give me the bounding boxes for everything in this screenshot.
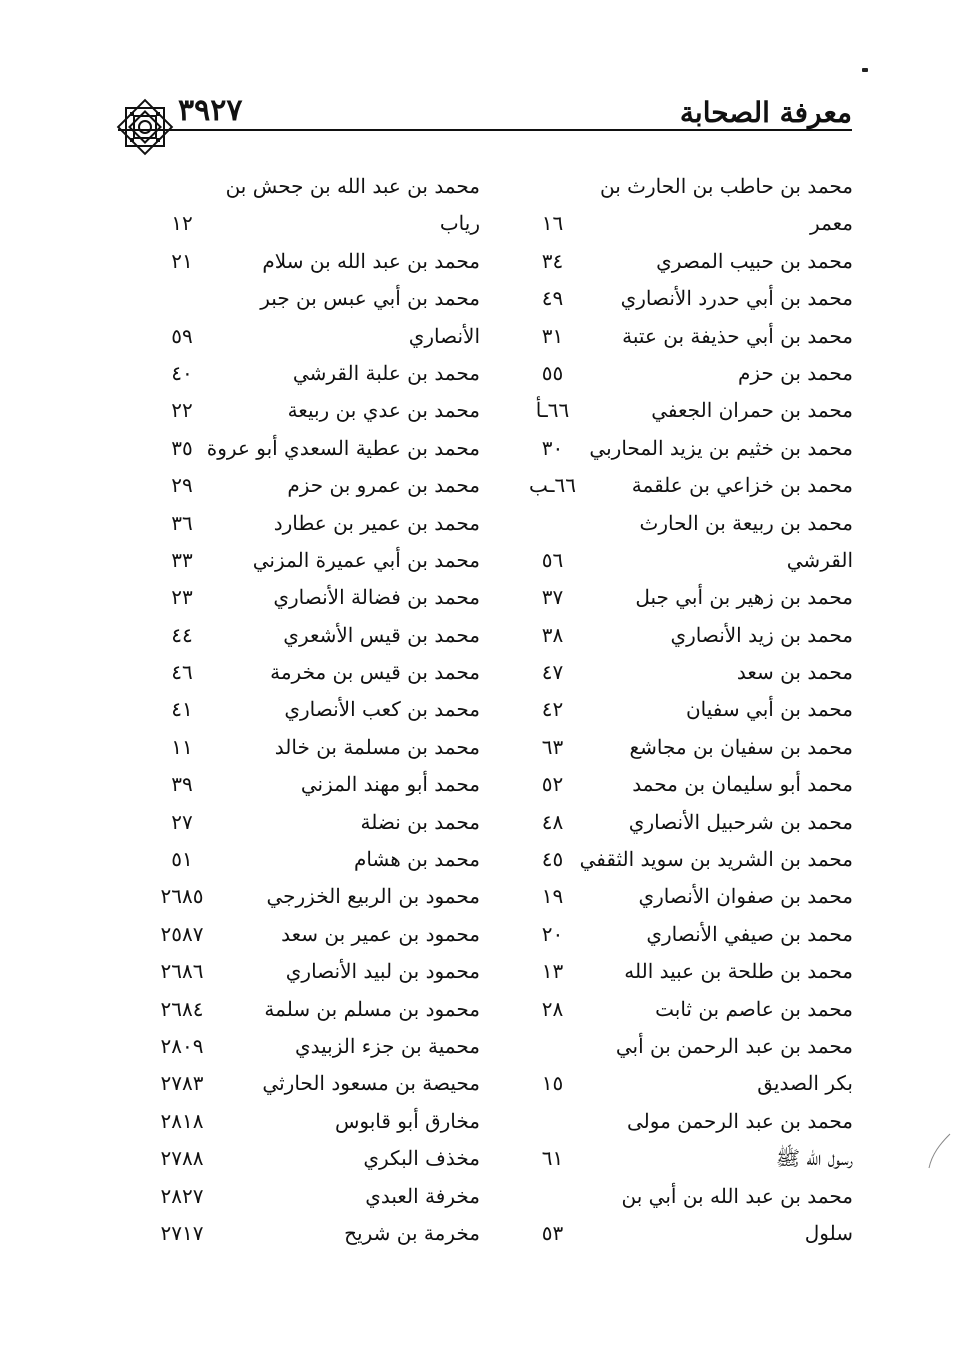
entry-name: محمد بن حاطب بن الحارث بن bbox=[600, 174, 853, 198]
index-entry bbox=[515, 1065, 853, 1102]
entry-number: ٤٠ bbox=[171, 360, 193, 385]
index-entry bbox=[515, 617, 853, 654]
entry-number: ٥٢ bbox=[541, 772, 564, 797]
entry-name: محمد بن سفيان بن مجاشع bbox=[629, 734, 853, 759]
entry-name: محمد بن حمران الجعفي bbox=[651, 398, 853, 423]
entry-name: معمر bbox=[810, 211, 853, 236]
index-entry bbox=[140, 168, 480, 205]
entry-number: ١٩ bbox=[541, 884, 564, 909]
index-entry bbox=[515, 467, 853, 504]
entry-name: محمد بن الشريد بن سويد الثقفي bbox=[579, 847, 853, 872]
entry-name: محمد بن زهير بن أبي جبل bbox=[635, 585, 853, 610]
index-entry bbox=[140, 430, 480, 467]
index-entry bbox=[515, 766, 853, 803]
entry-name: محمد بن عدي بن ربيعة bbox=[287, 398, 480, 423]
index-entry bbox=[140, 355, 480, 392]
index-entry bbox=[140, 542, 480, 579]
index-entry bbox=[515, 654, 853, 691]
index-column-left bbox=[140, 168, 480, 1252]
entry-name: محمد بن ربيعة بن الحارث bbox=[639, 510, 853, 535]
index-entry bbox=[140, 841, 480, 878]
index-entry bbox=[140, 392, 480, 429]
index-entry bbox=[140, 1065, 480, 1102]
entry-name: محمد أبو سليمان بن محمد bbox=[632, 772, 853, 797]
index-entry bbox=[515, 243, 853, 280]
entry-number: ٣٦ bbox=[171, 510, 193, 535]
index-entry bbox=[140, 243, 480, 280]
entry-name: محمد بن نضلة bbox=[360, 809, 480, 834]
index-entry bbox=[140, 991, 480, 1028]
index-entry bbox=[515, 1140, 853, 1177]
index-entry bbox=[140, 280, 480, 317]
entry-name: سلول bbox=[804, 1220, 853, 1245]
index-entry bbox=[140, 691, 480, 728]
index-entry bbox=[140, 505, 480, 542]
entry-number: ٣٤ bbox=[541, 248, 564, 273]
entry-name: محمود بن الربيع الخزرجي bbox=[266, 884, 480, 909]
entry-number: ٤٤ bbox=[171, 622, 193, 647]
entry-name: القرشي bbox=[786, 547, 853, 572]
index-entry bbox=[140, 1028, 480, 1065]
index-entry bbox=[140, 579, 480, 616]
index-entry bbox=[515, 841, 853, 878]
entry-name: محمد بن عطية السعدي أبو عروة bbox=[206, 435, 480, 460]
entry-number: ٢١ bbox=[171, 248, 193, 273]
entry-name: بكر الصديق bbox=[757, 1071, 853, 1096]
entry-name: محمد بن عبد الله بن سلام bbox=[262, 248, 480, 273]
entry-number: ٢٨١٨ bbox=[160, 1108, 204, 1133]
index-entry bbox=[515, 392, 853, 429]
entry-name: محمد بن عمرو بن حزم bbox=[287, 473, 480, 498]
entry-number: ٣٩ bbox=[171, 772, 193, 797]
entry-number: ٢٦٨٦ bbox=[160, 959, 204, 984]
entry-name: محمد بن هشام bbox=[353, 847, 480, 872]
index-entry bbox=[140, 953, 480, 990]
index-entry bbox=[515, 505, 853, 542]
entry-number: ٤٩ bbox=[541, 286, 564, 311]
entry-name: محمد بن قيس بن مخرمة bbox=[270, 660, 480, 685]
entry-number: ٢٨٢٧ bbox=[160, 1183, 204, 1208]
index-entry bbox=[140, 766, 480, 803]
entry-number: ٣٧ bbox=[541, 585, 564, 610]
index-entry bbox=[515, 804, 853, 841]
entry-number: ٢٦٨٤ bbox=[160, 996, 204, 1021]
index-entry bbox=[515, 878, 853, 915]
index-entry bbox=[515, 430, 853, 467]
index-entry bbox=[515, 991, 853, 1028]
entry-name: محمد بن خثيم بن يزيد المحاربي bbox=[589, 435, 853, 460]
entry-number: ٣٣ bbox=[171, 547, 193, 572]
index-entry bbox=[515, 1178, 853, 1215]
entry-number: ٥٣ bbox=[541, 1220, 564, 1245]
entry-number: ٤١ bbox=[171, 697, 193, 722]
entry-number: ٦٦ـأ bbox=[535, 398, 570, 423]
entry-number: ٤٦ bbox=[171, 660, 193, 685]
entry-name: مخذف البكري bbox=[363, 1146, 480, 1171]
index-entry bbox=[140, 1103, 480, 1140]
entry-number: ٣١ bbox=[541, 323, 564, 348]
entry-name: محمد بن حزم bbox=[738, 360, 853, 385]
index-entry bbox=[515, 1103, 853, 1140]
entry-name: محمد بن صيفي الأنصاري bbox=[646, 921, 853, 946]
entry-name: محمد بن أبي عميرة المزني bbox=[252, 547, 480, 572]
entry-number: ٤٨ bbox=[541, 809, 564, 834]
entry-name: محمد بن علبة القرشي bbox=[292, 360, 480, 385]
index-entry bbox=[140, 318, 480, 355]
entry-name: رياب bbox=[439, 211, 480, 236]
index-entry bbox=[140, 1215, 480, 1252]
entry-name: محمود بن مسلم بن سلمة bbox=[264, 996, 480, 1021]
stray-ink-mark bbox=[862, 68, 868, 72]
entry-number: ٦١ bbox=[541, 1146, 564, 1171]
index-entry bbox=[140, 1140, 480, 1177]
entry-name: محمود بن عمير بن سعد bbox=[281, 921, 480, 946]
entry-name: محمد بن عبد الله بن أبي بن bbox=[621, 1183, 853, 1208]
entry-number: ٢٦٨٥ bbox=[160, 884, 204, 909]
index-entry bbox=[515, 355, 853, 392]
entry-number: ٦٣ bbox=[541, 734, 564, 759]
index-entry bbox=[140, 729, 480, 766]
entry-name: رسول الله ﷺ bbox=[775, 1146, 853, 1171]
entry-number: ٢٧٨٨ bbox=[160, 1146, 204, 1171]
entry-name: محمد بن أبي حدرد الأنصاري bbox=[620, 286, 853, 311]
entry-name: الأنصاري bbox=[408, 323, 480, 348]
entry-number: ٦٦ـب bbox=[529, 473, 576, 498]
octagonal-star-ornament-icon bbox=[112, 94, 178, 160]
entry-name: محمد بن عبد الرحمن مولى bbox=[626, 1108, 853, 1133]
entry-name: محمد بن عاصم بن ثابت bbox=[655, 996, 853, 1021]
header-rule bbox=[118, 129, 852, 131]
entry-name: مخرفة العبدي bbox=[365, 1183, 480, 1208]
entry-name: محمد بن أبي سفيان bbox=[685, 697, 853, 722]
index-entry bbox=[515, 1028, 853, 1065]
entry-number: ٥١ bbox=[171, 847, 193, 872]
entry-number: ١٦ bbox=[541, 211, 564, 236]
entry-name: محمد بن قيس الأشعري bbox=[283, 622, 480, 647]
entry-number: ٢٣ bbox=[171, 585, 193, 610]
entry-number: ٢٧٨٣ bbox=[160, 1071, 204, 1096]
index-entry bbox=[515, 542, 853, 579]
index-entry bbox=[515, 729, 853, 766]
index-entry bbox=[515, 953, 853, 990]
index-entry bbox=[515, 205, 853, 242]
entry-name: محمد بن عمير بن عطارد bbox=[273, 510, 480, 535]
entry-number: ٢٩ bbox=[171, 473, 193, 498]
index-entry bbox=[515, 691, 853, 728]
index-entry bbox=[140, 617, 480, 654]
entry-name: محمد بن فضالة الأنصاري bbox=[273, 585, 480, 610]
entry-number: ٤٢ bbox=[541, 697, 564, 722]
page-header-title: معرفة الصحابة bbox=[679, 96, 852, 129]
entry-name: مخارق أبو قابوس bbox=[334, 1108, 480, 1133]
entry-number: ٥٥ bbox=[541, 360, 564, 385]
entry-number: ٢٢ bbox=[171, 398, 193, 423]
entry-number: ٢٥٨٧ bbox=[160, 921, 204, 946]
index-entry bbox=[140, 1178, 480, 1215]
entry-number: ٣٨ bbox=[541, 622, 564, 647]
entry-number: ٢٠ bbox=[541, 921, 564, 946]
entry-name: محمد بن كعب الأنصاري bbox=[284, 697, 480, 722]
index-entry bbox=[140, 205, 480, 242]
index-entry bbox=[140, 467, 480, 504]
entry-number: ٤٥ bbox=[541, 847, 564, 872]
entry-number: ٤٧ bbox=[541, 660, 564, 685]
index-entry bbox=[515, 1215, 853, 1252]
index-entry bbox=[140, 804, 480, 841]
entry-number: ٥٦ bbox=[541, 547, 564, 572]
index-entry bbox=[515, 280, 853, 317]
index-entry bbox=[515, 579, 853, 616]
entry-number: ٣٥ bbox=[171, 435, 193, 460]
entry-name: محمد بن أبي حذيفة بن عتبة bbox=[622, 323, 853, 348]
entry-name: محمد بن أبي عبس بن جبر bbox=[260, 286, 480, 311]
entry-name: محمد بن حبيب المصري bbox=[656, 248, 853, 273]
entry-name: مخرمة بن شريح bbox=[344, 1220, 480, 1245]
index-column-right bbox=[515, 168, 853, 1252]
index-entry bbox=[140, 916, 480, 953]
entry-number: ١٢ bbox=[171, 211, 193, 236]
page-number: ٣٩٢٧ bbox=[178, 93, 243, 128]
entry-name: محمية بن جزء الزبيدي bbox=[294, 1033, 480, 1058]
index-entry bbox=[515, 916, 853, 953]
entry-number: ١٥ bbox=[541, 1071, 564, 1096]
entry-number: ١٣ bbox=[541, 959, 564, 984]
margin-pencil-mark bbox=[926, 1132, 952, 1172]
entry-number: ٢٨٠٩ bbox=[160, 1033, 204, 1058]
entry-name: محمد بن شرحبيل الأنصاري bbox=[628, 809, 853, 834]
entry-name: محمد بن عبد الله بن جحش بن bbox=[225, 174, 480, 198]
entry-name: محمد أبو مهند المزني bbox=[300, 772, 480, 797]
entry-name: محمد بن سعد bbox=[736, 660, 853, 685]
entry-name: محمد بن زيد الأنصاري bbox=[670, 622, 853, 647]
entry-name: محمد بن صفوان الأنصاري bbox=[638, 884, 853, 909]
entry-number: ٣٠ bbox=[541, 435, 564, 460]
entry-number: ٥٩ bbox=[171, 323, 193, 348]
entry-name: محمد بن عبد الرحمن بن أبي bbox=[615, 1033, 853, 1058]
entry-name: محمود بن لبيد الأنصاري bbox=[285, 959, 480, 984]
index-entry bbox=[515, 168, 853, 205]
index-entry bbox=[140, 878, 480, 915]
index-entry bbox=[515, 318, 853, 355]
entry-name: محمد بن خزاعي بن علقمة bbox=[631, 473, 853, 498]
entry-number: ٢٧ bbox=[171, 809, 193, 834]
entry-name: محمد بن طلحة بن عبيد الله bbox=[624, 959, 853, 984]
entry-number: ١١ bbox=[171, 734, 193, 759]
index-entry bbox=[140, 654, 480, 691]
entry-number: ٢٨ bbox=[541, 996, 564, 1021]
entry-name: محمد بن مسلمة بن خالد bbox=[274, 734, 480, 759]
entry-number: ٢٧١٧ bbox=[160, 1220, 204, 1245]
entry-name: محيصة بن مسعود الحارثي bbox=[262, 1071, 480, 1096]
